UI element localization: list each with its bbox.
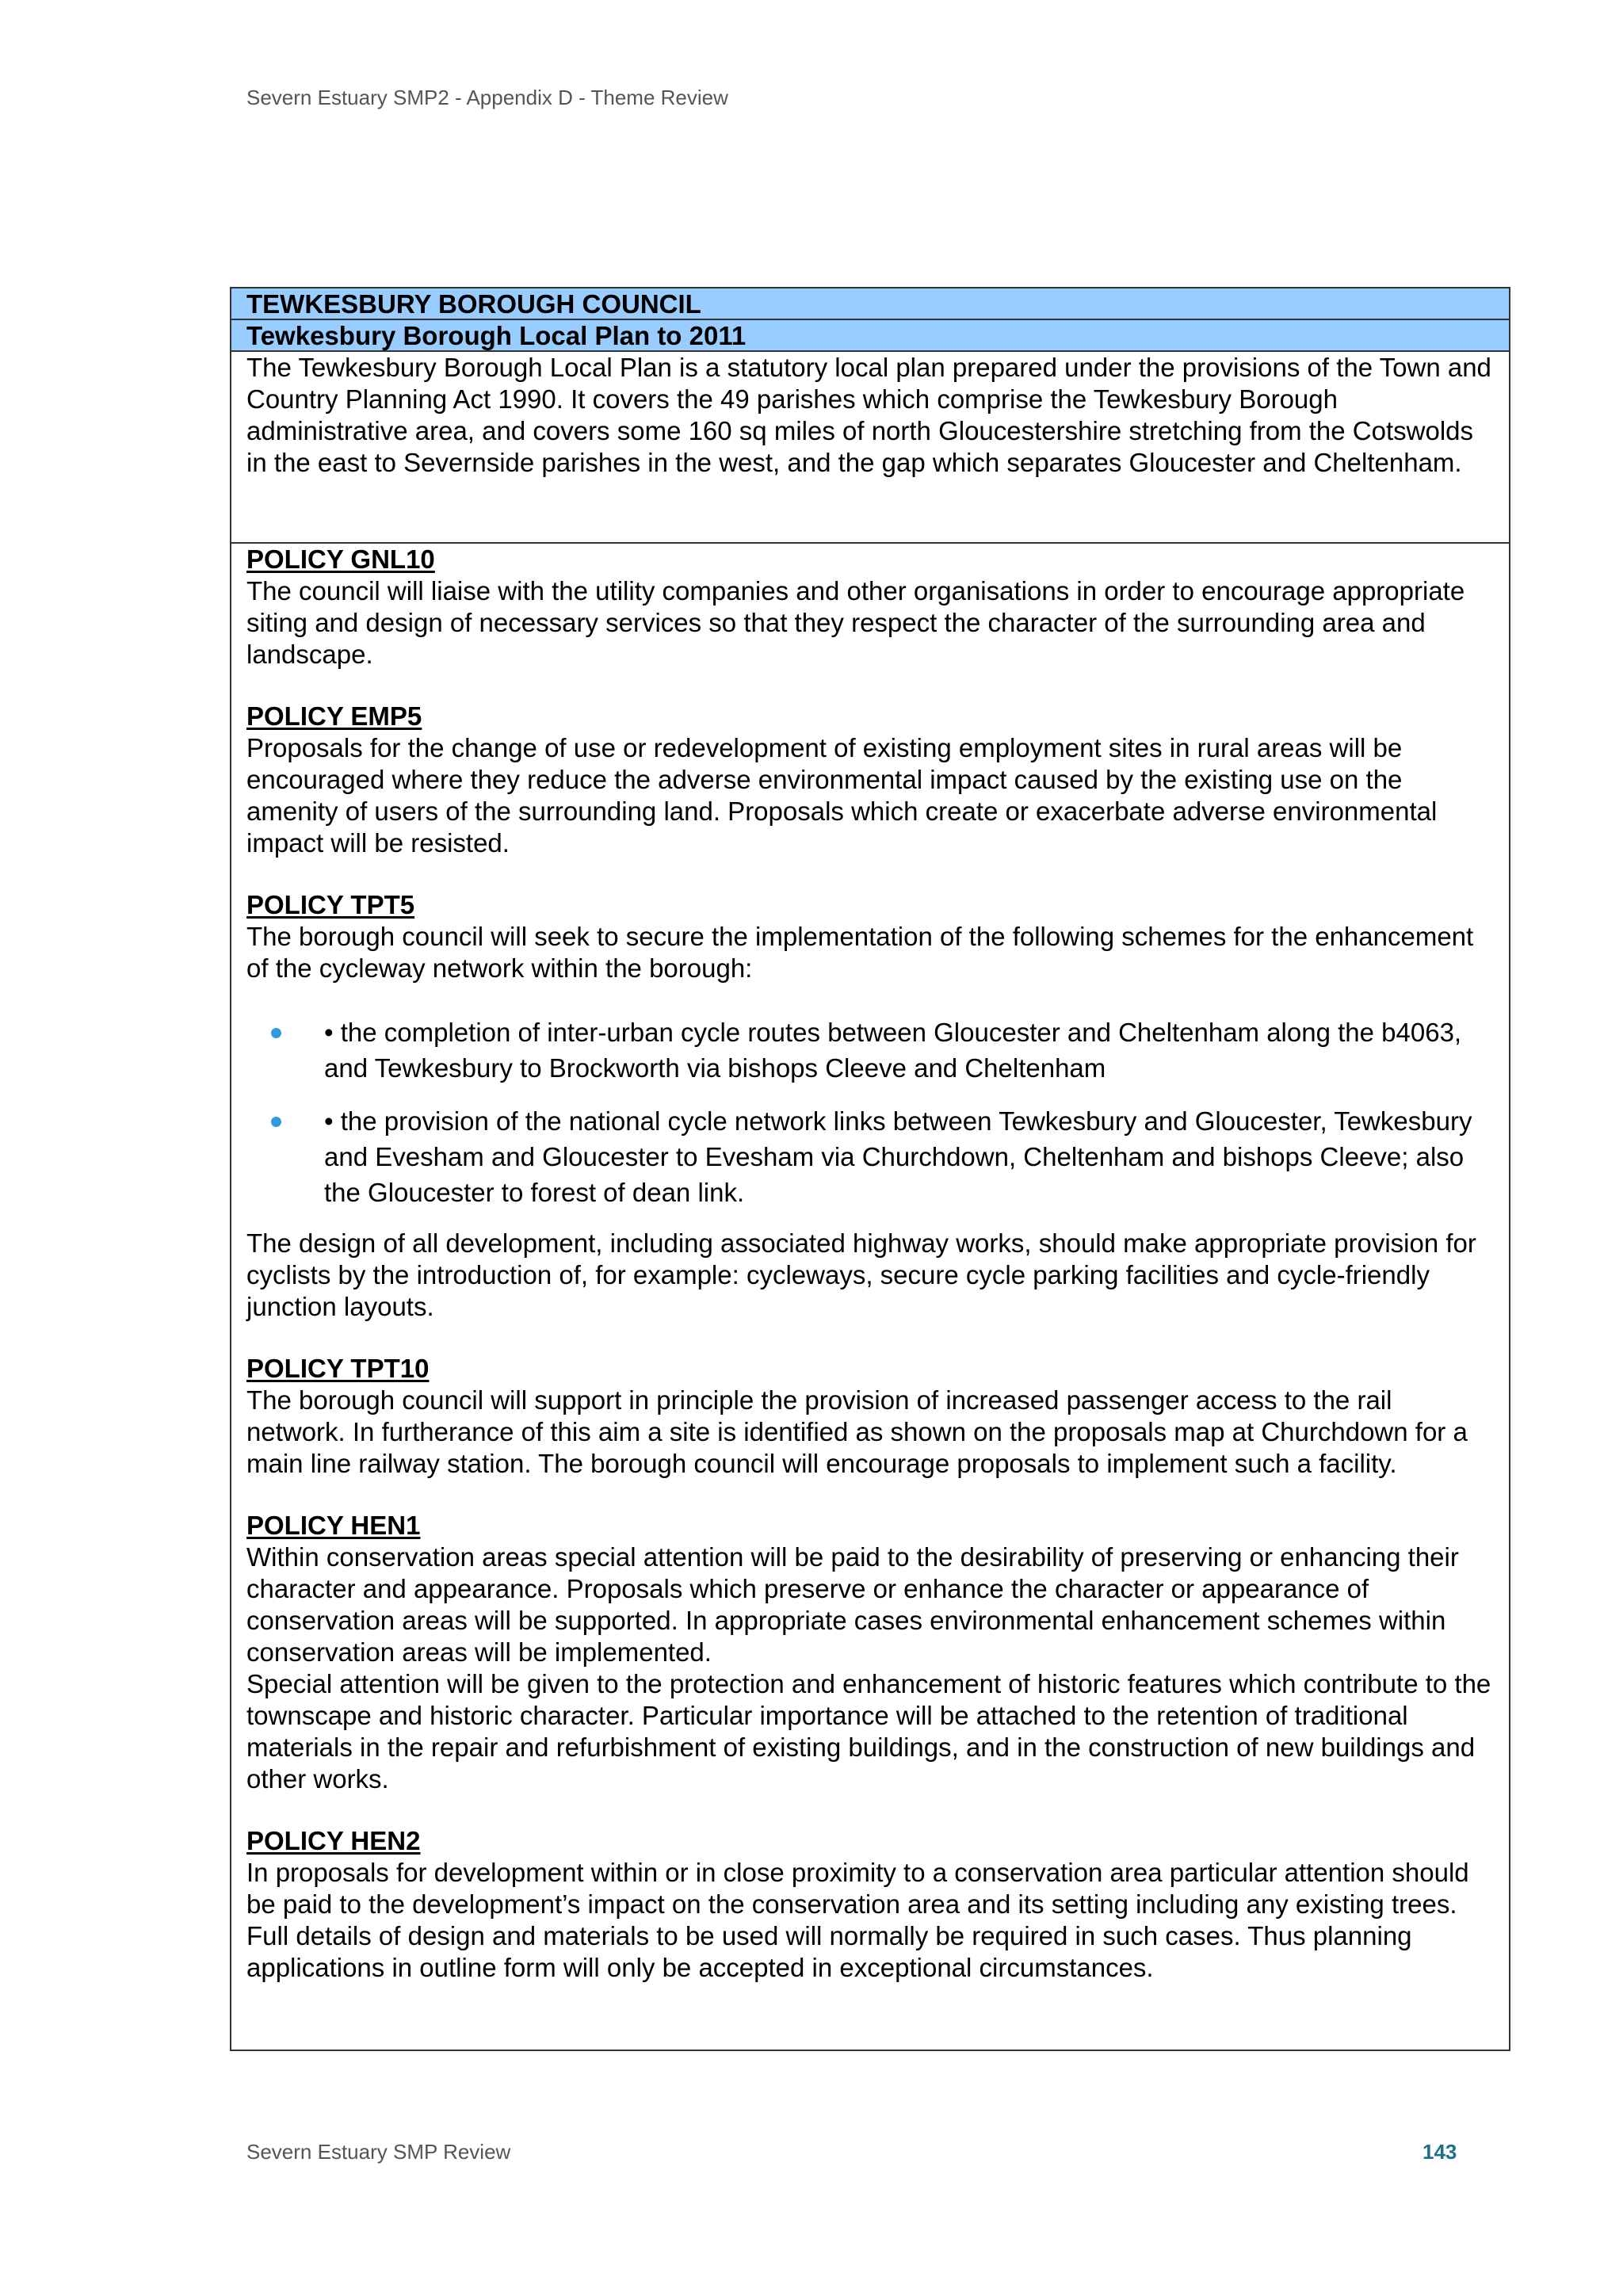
list-item-text: • the completion of inter-urban cycle routes between Gloucester and Cheltenham along the b4063, and Tewkesbury to Brockworth via bishops Cleeve and Cheltenham xyxy=(324,1018,1462,1083)
policy-heading: POLICY EMP5 xyxy=(246,701,422,731)
policy-text: Special attention will be given to the protection and enhancement of historic features which contribute to the townscape and historic character. Particular importance will be attached to the retention of traditional materials in the repair and refurbishment of existing buildings, and in the construction of new buildings and other works. xyxy=(246,1669,1491,1794)
page-number: 143 xyxy=(1423,2140,1457,2164)
plan-intro: The Tewkesbury Borough Local Plan is a statutory local plan prepared under the provisions of the Town and Country Planning Act 1990. It covers the 49 parishes which comprise the Tewkesbury Borough administrative area, and covers some 160 sq miles of north Gloucestershire stretching from the Cotswolds in the east to Severnside parishes in the west, and the gap which separates Gloucester and Cheltenham. xyxy=(231,352,1509,544)
policy-heading: POLICY TPT10 xyxy=(246,1354,430,1383)
policy-heading: POLICY HEN1 xyxy=(246,1511,421,1540)
policy-text: The council will liaise with the utility companies and other organisations in order to encourage appropriate siting and design of necessary services so that they respect the character of the surrounding area and landscape. xyxy=(246,576,1465,669)
policy-hen2 xyxy=(246,1825,1494,1984)
policy-gnl10 xyxy=(246,544,1494,670)
policy-tpt5 xyxy=(246,889,1494,1323)
bullet-icon xyxy=(271,1028,281,1038)
list-item-text: • the provision of the national cycle network links between Tewkesbury and Gloucester, Tewkesbury and Evesham and Gloucester to Evesham via Churchdown, Cheltenham and bishops Cleeve; also the Gloucester to forest of dean link. xyxy=(324,1106,1472,1207)
policy-heading: POLICY TPT5 xyxy=(246,890,415,919)
policy-table xyxy=(230,287,1510,2051)
policy-heading: POLICY HEN2 xyxy=(246,1826,421,1855)
running-footer: Severn Estuary SMP Review xyxy=(246,2140,511,2164)
policy-text: The borough council will support in principle the provision of increased passenger access to the rail network. In furtherance of this aim a site is identified as shown on the proposals map at Churchdown for a main line railway station. The borough council will encourage proposals to implement such a facility. xyxy=(246,1385,1468,1478)
policy-text: The borough council will seek to secure the implementation of the following schemes for the enhancement of the cycleway network within the borough: xyxy=(246,922,1474,983)
policy-text: The design of all development, including associated highway works, should make appropriate provision for cyclists by the introduction of, for example: cycleways, secure cycle parking facilities and cycle-friendly junction layouts. xyxy=(246,1228,1476,1321)
council-header: TEWKESBURY BOROUGH COUNCIL xyxy=(231,288,1509,320)
plan-header: Tewkesbury Borough Local Plan to 2011 xyxy=(231,320,1509,352)
policy-text: Within conservation areas special attention will be paid to the desirability of preserving or enhancing their character and appearance. Proposals which preserve or enhance the character or appearance of conservation areas will be supported. In appropriate cases environmental enhancement schemes within conservation areas will be implemented. xyxy=(246,1542,1459,1667)
policy-text: Proposals for the change of use or redevelopment of existing employment sites in rural areas will be encouraged where they reduce the adverse environmental impact caused by the existing use on the amenity of users of the surrounding land. Proposals which create or exacerbate adverse environmental impact will be resisted. xyxy=(246,733,1438,858)
policy-hen1 xyxy=(246,1510,1494,1795)
running-header: Severn Estuary SMP2 - Appendix D - Theme Review xyxy=(246,86,728,109)
policy-tpt10 xyxy=(246,1353,1494,1480)
policy-heading: POLICY GNL10 xyxy=(246,544,435,574)
policies-cell xyxy=(231,544,1509,1984)
list-item xyxy=(246,1014,1494,1086)
policy-text: In proposals for development within or in close proximity to a conservation area particular attention should be paid to the development’s impact on the conservation area and its setting including any existing trees. Full details of design and materials to be used will normally be required in such cases. Thus planning applications in outline form will only be accepted in exceptional circumstances. xyxy=(246,1858,1469,1982)
list-item xyxy=(246,1103,1494,1210)
cycle-scheme-list xyxy=(246,1014,1494,1210)
bullet-icon xyxy=(271,1117,281,1127)
policy-emp5 xyxy=(246,701,1494,859)
